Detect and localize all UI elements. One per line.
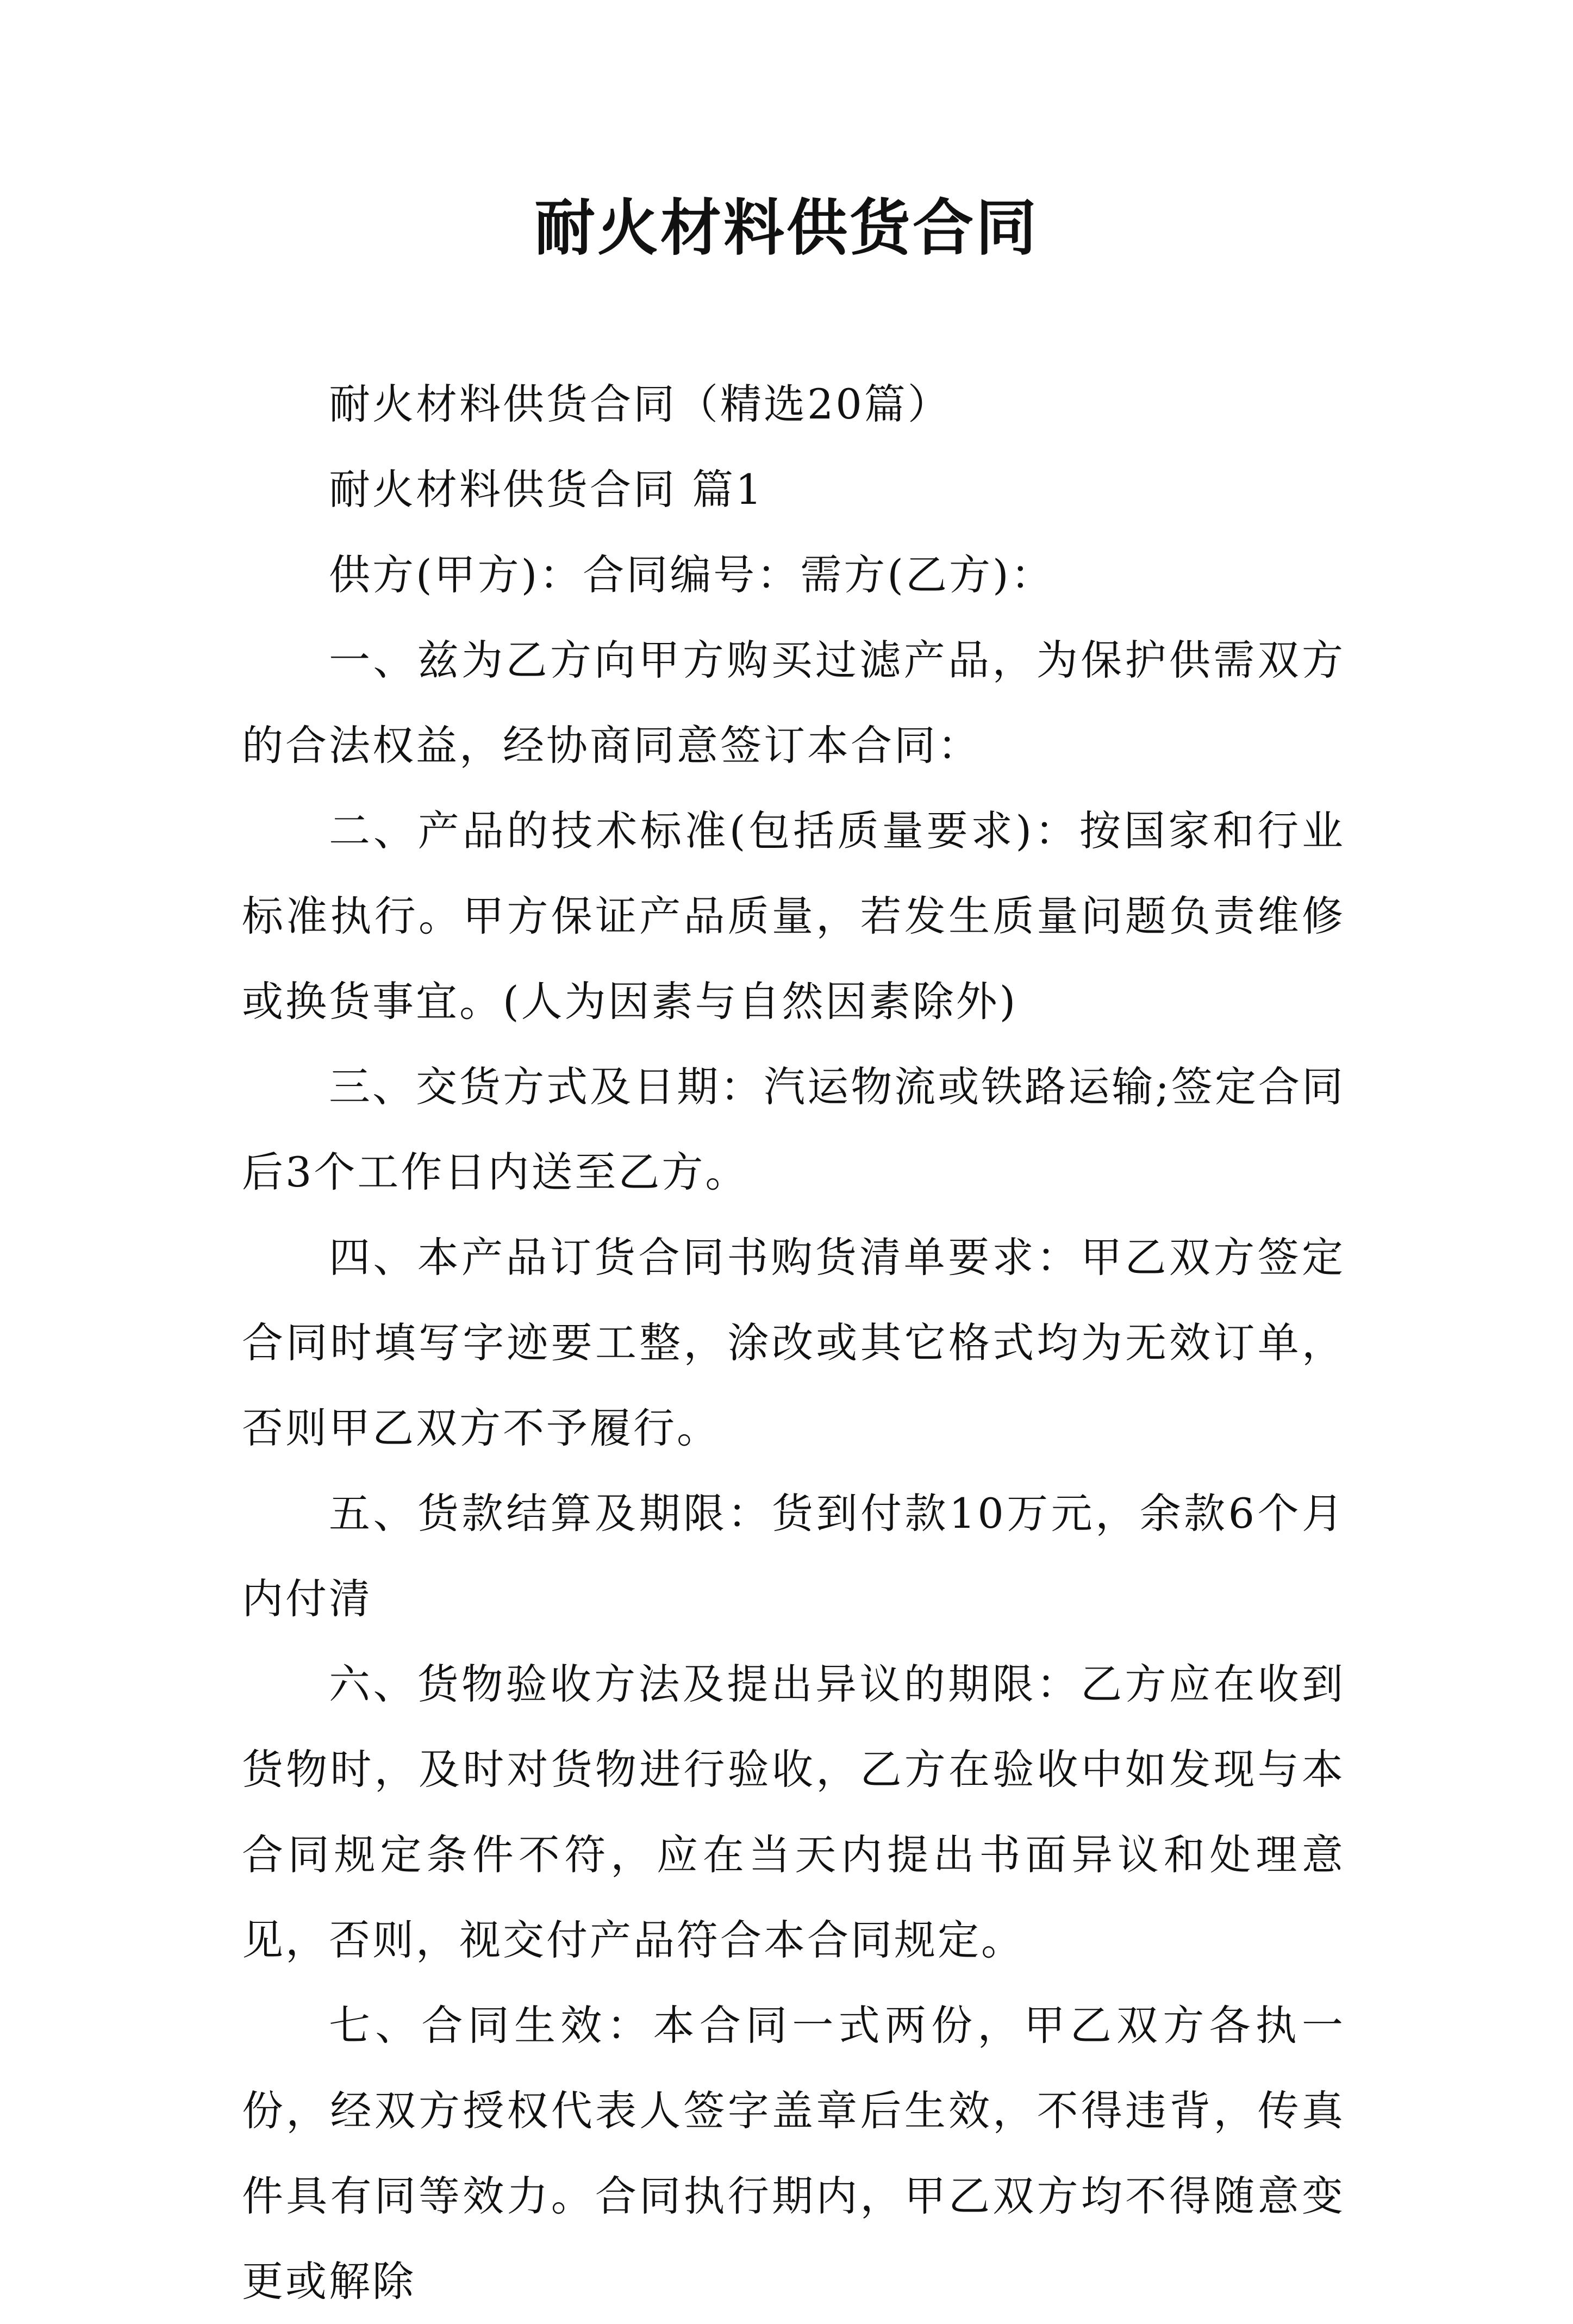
document-title: 耐火材料供货合同	[534, 192, 1039, 264]
paragraph-heading: 耐火材料供货合同（精选20篇）	[329, 380, 951, 428]
paragraph-clause-1: 一、兹为乙方向甲方购买过滤产品，为保护供需双方的合法权益，经协商同意签订本合同：	[242, 636, 1345, 770]
paragraph-clause-7: 七、合同生效：本合同一式两份，甲乙双方各执一份，经双方授权代表人签字盖章后生效，不得违背，传真件具有同等效力。合同执行期内，甲乙双方均不得随意变更或解除	[242, 2001, 1345, 2306]
paragraph-parties: 供方(甲方)：合同编号：需方(乙方)：	[329, 551, 1054, 599]
paragraph-clause-5: 五、货款结算及期限：货到付款10万元，余款6个月内付清	[242, 1489, 1345, 1623]
paragraph-clause-2: 二、产品的技术标准(包括质量要求)：按国家和行业标准执行。甲方保证产品质量，若发生质量问题负责维修或换货事宜。(人为因素与自然因素除外)	[242, 807, 1345, 1026]
document-body	[242, 361, 1345, 2324]
paragraph-section-title: 耐火材料供货合同 篇1	[329, 465, 764, 514]
paragraph-clause-6: 六、货物验收方法及提出异议的期限：乙方应在收到货物时，及时对货物进行验收，乙方在验收中如发现与本合同规定条件不符，应在当天内提出书面异议和处理意见，否则，视交付产品符合本合同规定。	[242, 1660, 1345, 1964]
paragraph-clause-4: 四、本产品订货合同书购货清单要求：甲乙双方签定合同时填写字迹要工整，涂改或其它格式均为无效订单，否则甲乙双方不予履行。	[242, 1233, 1345, 1452]
paragraph-clause-3: 三、交货方式及日期：汽运物流或铁路运输;签定合同后3个工作日内送至乙方。	[242, 1063, 1345, 1196]
